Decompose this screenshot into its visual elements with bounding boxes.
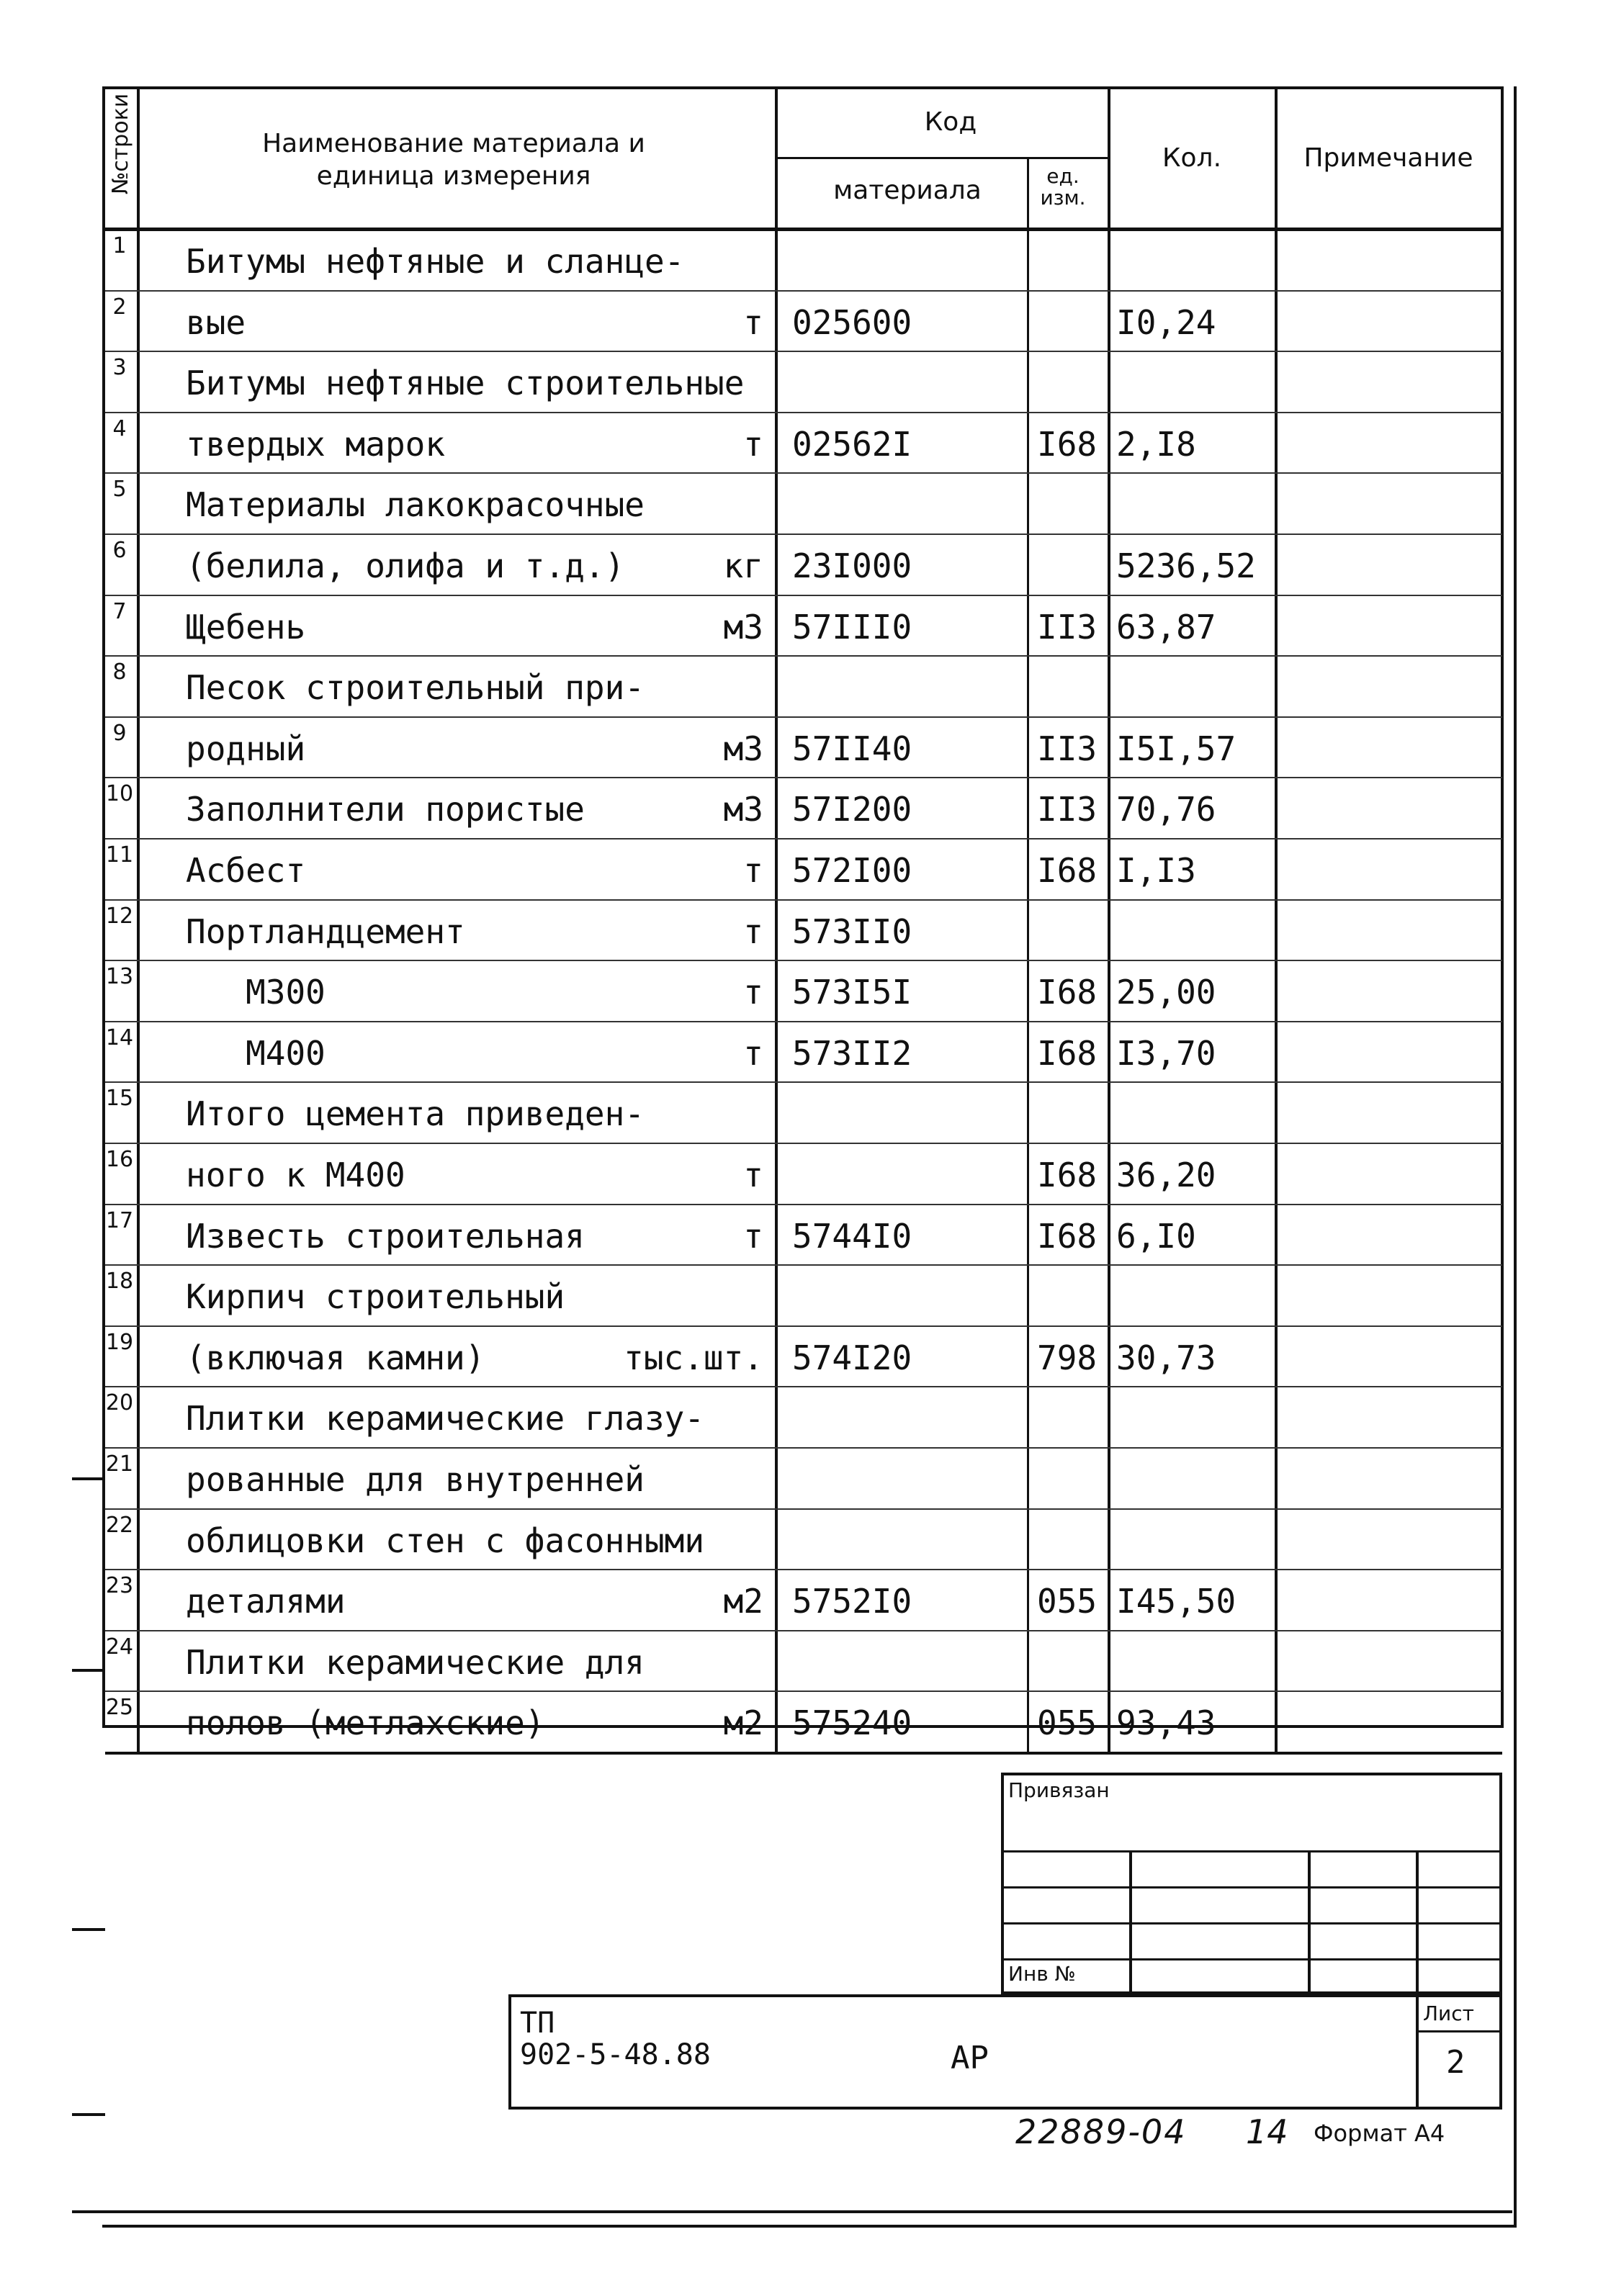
row-number-cell: 16: [105, 1147, 134, 1172]
unit-cell: м3: [723, 790, 763, 829]
sheet-box-divider: [1416, 1994, 1419, 2110]
row-line: [105, 777, 1502, 778]
material-name-cell: ного к М400: [186, 1156, 405, 1194]
row-number-cell: 3: [112, 355, 127, 381]
header-code-material: материала: [833, 176, 982, 205]
material-code-cell: 5744I0: [792, 1216, 912, 1256]
table-bottom-line: [105, 1752, 1502, 1755]
row-line: [105, 1386, 1502, 1387]
quantity-cell: I,I3: [1116, 851, 1196, 890]
doc-code-line2: 902-5-48.88: [520, 2038, 711, 2071]
material-name-cell: Портландцемент: [186, 911, 465, 951]
material-name-cell: Материалы лакокрасочные: [186, 485, 645, 525]
row-line: [105, 412, 1502, 413]
stamp-line: [1001, 1886, 1502, 1888]
handwritten-page: 14: [1246, 2112, 1288, 2151]
material-name-cell: твердых марок: [186, 424, 446, 464]
margin-tick: [72, 1477, 105, 1480]
unit-code-cell: II3: [1037, 729, 1097, 768]
inv-no-label: Инв №: [1008, 1962, 1076, 1986]
margin-tick: [72, 1928, 105, 1931]
row-number-cell: 14: [105, 1025, 134, 1050]
material-name-cell: Плитки керамические глазу-: [186, 1399, 705, 1439]
unit-code-cell: II3: [1037, 790, 1097, 829]
row-number-cell: 18: [105, 1269, 134, 1295]
quantity-cell: I3,70: [1116, 1033, 1216, 1073]
row-line: [105, 472, 1502, 474]
quantity-cell: 93,43: [1116, 1703, 1216, 1743]
unit-code-cell: 055: [1037, 1582, 1097, 1621]
material-name-cell: М300: [186, 973, 326, 1012]
unit-code-cell: I68: [1037, 973, 1097, 1012]
row-line: [105, 1143, 1502, 1144]
unit-code-cell: I68: [1037, 1156, 1097, 1194]
material-name-cell: (белила, олифа и т.д.): [186, 546, 625, 585]
margin-tick: [72, 2113, 105, 2116]
material-code-cell: 573II2: [792, 1033, 912, 1073]
unit-cell: т: [743, 973, 763, 1012]
header-code-unit: ед. изм.: [1040, 164, 1086, 210]
material-code-cell: 572I00: [792, 851, 912, 890]
header-qty: Кол.: [1162, 143, 1222, 173]
row-line: [105, 655, 1502, 657]
material-name-cell: (включая камни): [186, 1338, 485, 1377]
row-line: [105, 1447, 1502, 1449]
material-name-cell: деталями: [186, 1582, 346, 1621]
unit-code-cell: 055: [1037, 1703, 1097, 1743]
margin-tick: [72, 1669, 105, 1672]
header-code: Код: [924, 107, 977, 137]
row-line: [105, 1569, 1502, 1570]
format-label: Формат А4: [1314, 2120, 1445, 2147]
sheet-label: Лист: [1423, 2002, 1474, 2025]
unit-cell: т: [743, 1156, 763, 1194]
row-number-cell: 9: [112, 720, 127, 746]
row-number-cell: 21: [105, 1451, 134, 1477]
row-number-cell: 19: [105, 1329, 134, 1355]
unit-cell: м3: [723, 607, 763, 647]
material-code-cell: 5752I0: [792, 1582, 912, 1621]
row-line: [105, 595, 1502, 596]
quantity-cell: 63,87: [1116, 607, 1216, 647]
row-line: [105, 960, 1502, 961]
material-name-cell: родный: [186, 729, 306, 768]
stamp-line: [1416, 1850, 1419, 1994]
row-number-cell: 2: [112, 294, 127, 320]
unit-cell: т: [743, 424, 763, 464]
material-name-cell: М400: [186, 1033, 326, 1073]
material-name-cell: Щебень: [186, 607, 306, 647]
material-name-cell: рованные для внутренней: [186, 1460, 645, 1499]
quantity-cell: 25,00: [1116, 973, 1216, 1012]
row-number-cell: 8: [112, 659, 127, 685]
quantity-cell: I5I,57: [1116, 729, 1236, 768]
sheet-box-divider: [1416, 2030, 1502, 2032]
row-line: [105, 838, 1502, 839]
column-line: [1108, 86, 1110, 1752]
unit-cell: т: [743, 1216, 763, 1256]
header-note: Примечание: [1303, 143, 1473, 173]
row-number-cell: 4: [112, 415, 127, 441]
material-code-cell: 02562I: [792, 424, 912, 464]
row-number-cell: 12: [105, 903, 134, 929]
material-code-cell: 025600: [792, 302, 912, 342]
material-code-cell: 57II40: [792, 729, 912, 768]
row-number-cell: 6: [112, 538, 127, 563]
binding-box: [1001, 1773, 1502, 1994]
material-name-cell: Заполнители пористые: [186, 790, 585, 829]
row-number-cell: 7: [112, 598, 127, 624]
material-name-cell: вые: [186, 302, 246, 342]
quantity-cell: I0,24: [1116, 302, 1216, 342]
material-name-cell: полов (метлахские): [186, 1703, 545, 1743]
stamp-line: [1129, 1850, 1132, 1994]
bound-label: Привязан: [1008, 1778, 1110, 1802]
material-name-cell: Песок строительный при-: [186, 668, 645, 708]
row-number-cell: 13: [105, 964, 134, 990]
row-line: [105, 1630, 1502, 1631]
unit-code-cell: I68: [1037, 1033, 1097, 1073]
unit-cell: т: [743, 302, 763, 342]
stamp-line: [1001, 1922, 1502, 1924]
row-line: [105, 1325, 1502, 1327]
doc-code-line1: ТП: [520, 2007, 555, 2040]
quantity-cell: 6,I0: [1116, 1216, 1196, 1256]
material-code-cell: 57III0: [792, 607, 912, 647]
unit-code-cell: I68: [1037, 851, 1097, 890]
material-code-cell: 573II0: [792, 911, 912, 951]
quantity-cell: 30,73: [1116, 1338, 1216, 1377]
unit-cell: т: [743, 911, 763, 951]
handwritten-number: 22889-04: [1015, 2112, 1187, 2151]
unit-cell: тыс.шт.: [624, 1338, 763, 1377]
row-number-cell: 5: [112, 477, 127, 503]
column-line: [1275, 86, 1278, 1752]
header-divider: [105, 228, 1502, 231]
column-line: [775, 86, 778, 1752]
unit-code-cell: II3: [1037, 607, 1097, 647]
material-code-cell: 573I5I: [792, 973, 912, 1012]
unit-code-cell: I68: [1037, 1216, 1097, 1256]
material-name-cell: Битумы нефтяные строительные: [186, 364, 745, 403]
material-code-cell: 57I200: [792, 790, 912, 829]
material-name-cell: облицовки стен с фасонными: [186, 1521, 705, 1560]
header-name-line2: единица измерения: [316, 161, 591, 191]
row-line: [105, 1691, 1502, 1692]
header-name-line1: Наименование материала и: [262, 129, 645, 158]
row-line: [105, 290, 1502, 292]
material-code-cell: 574I20: [792, 1338, 912, 1377]
unit-cell: т: [743, 851, 763, 890]
section-code: АР: [951, 2040, 989, 2076]
row-number-cell: 10: [105, 781, 134, 807]
row-line: [105, 1204, 1502, 1205]
row-line: [105, 1081, 1502, 1083]
stamp-line: [1001, 1958, 1502, 1960]
material-name-cell: Плитки керамические для: [186, 1642, 645, 1682]
row-number-cell: 15: [105, 1086, 134, 1112]
row-number-cell: 17: [105, 1207, 134, 1233]
bottom-edge-line: [72, 2210, 1512, 2213]
quantity-cell: 36,20: [1116, 1156, 1216, 1194]
material-name-cell: Итого цемента приведен-: [186, 1094, 645, 1134]
row-number-cell: 1: [112, 233, 127, 258]
unit-code-cell: 798: [1037, 1338, 1097, 1377]
row-number-cell: 20: [105, 1390, 134, 1416]
material-name-cell: Кирпич строительный: [186, 1277, 565, 1317]
stamp-line: [1001, 1850, 1502, 1852]
row-line: [105, 534, 1502, 535]
row-line: [105, 899, 1502, 901]
material-name-cell: Асбест: [186, 851, 306, 890]
row-number-cell: 24: [105, 1634, 134, 1660]
row-line: [105, 1264, 1502, 1266]
row-number-cell: 23: [105, 1573, 134, 1599]
sheet-number: 2: [1446, 2044, 1465, 2081]
unit-cell: м2: [723, 1582, 763, 1621]
row-line: [105, 351, 1502, 352]
material-name-cell: Битумы нефтяные и сланце-: [186, 242, 685, 281]
material-code-cell: 575240: [792, 1703, 912, 1743]
unit-code-cell: I68: [1037, 424, 1097, 464]
unit-cell: кг: [723, 546, 763, 585]
column-line: [1027, 157, 1029, 1752]
header-row-number: №строки: [108, 93, 133, 194]
quantity-cell: I45,50: [1116, 1582, 1236, 1621]
row-number-cell: 22: [105, 1512, 134, 1538]
quantity-cell: 2,I8: [1116, 424, 1196, 464]
material-name-cell: Известь строительная: [186, 1216, 585, 1256]
unit-cell: м3: [723, 729, 763, 768]
material-code-cell: 23I000: [792, 546, 912, 585]
row-line: [105, 1508, 1502, 1510]
row-number-cell: 25: [105, 1695, 134, 1721]
stamp-line: [1308, 1850, 1311, 1994]
unit-cell: т: [743, 1033, 763, 1073]
code-subheader-line: [775, 157, 1108, 159]
unit-cell: м2: [723, 1703, 763, 1743]
quantity-cell: 5236,52: [1116, 546, 1256, 585]
row-line: [105, 1021, 1502, 1022]
row-number-cell: 11: [105, 842, 134, 868]
row-line: [105, 716, 1502, 718]
quantity-cell: 70,76: [1116, 790, 1216, 829]
